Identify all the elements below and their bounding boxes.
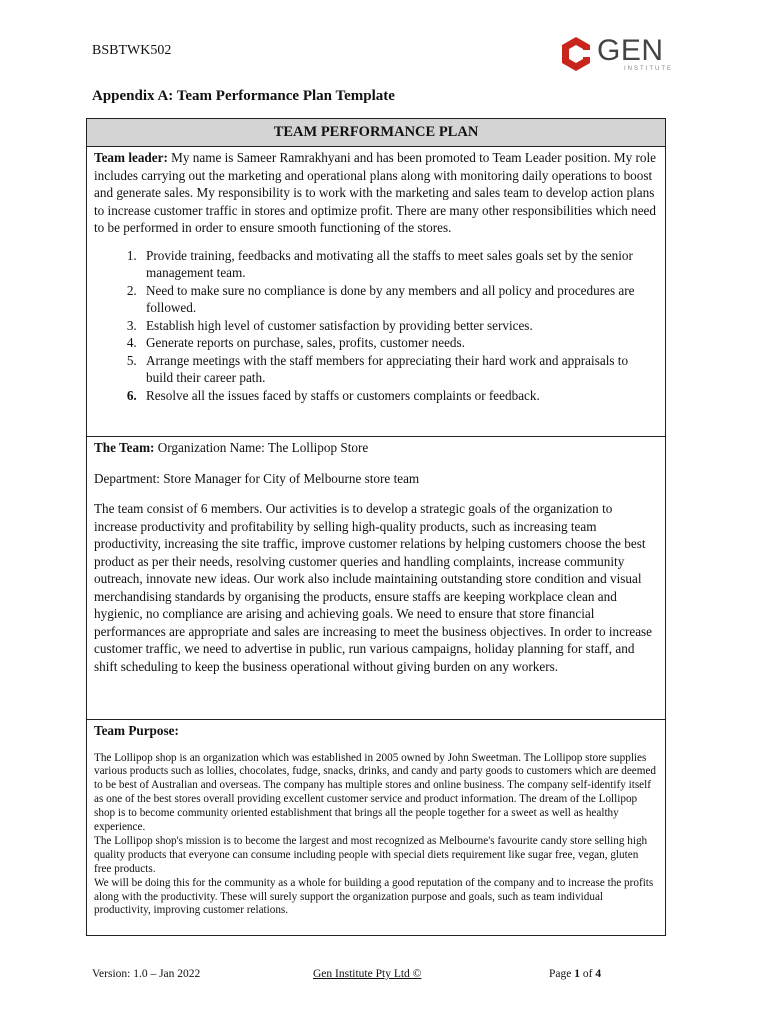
purpose-paragraph-1: The Lollipop shop is an organization which was established in 2005 owned by John Sweetman. The Lollipop store supplies various products such as lollies, chocolates, fudge, snacks, drinks, and candy and party goods to customers which are deemed to be best of Australian and overseas. The company has multiple stores and online business. The company self-identify itself as one of the best stores overall providing excellent customer service and product information. The dream of the Lollipop shop is to become community oriented establishment that brings all the people together for a sweet as well as healthy experience. [94, 751, 657, 834]
list-item: 5. Arrange meetings with the staff members for appreciating their hard work and appraisals to build their career path. [140, 352, 658, 387]
team-purpose-section [87, 720, 665, 935]
page-total: 4 [595, 968, 602, 980]
team-org-line [94, 439, 658, 457]
organization-name: Organization Name: The Lollipop Store [154, 440, 369, 455]
logo-subtitle: INSTITUTE [624, 66, 673, 72]
team-purpose-label: Team Purpose: [94, 723, 179, 738]
team-leader-label: Team leader: [94, 150, 168, 165]
the-team-label: The Team: [94, 440, 155, 455]
team-leader-text: My name is Sameer Ramrakhyani and has been promoted to Team Leader position. My role includes carrying out the marketing and operational plans along with monitoring daily operations to boost and generate sales. My responsibility is to work with the marketing and sales team to develop action plans to increase customer traffic in stores and optimize profit. There are many other responsibilities which need to be performed in order to ensure smooth functioning of the stores. [94, 150, 656, 235]
team-description: The team consist of 6 members. Our activities is to develop a strategic goals of the organization to increase productivity and profitability by selling high-quality products, such as increasing team productivity, increasing the site traffic, improve customer relations by helping customers choose the best product as per their needs, resolving customer queries and handling complaints, increase community outreach, innovate new ideas. Our work also include maintaining outstanding store condition and visual merchandising standards by organising the products, ensure staffs are keeping workplace clean and hygienic, no compliance are arising and achieving goals. We need to ensure that store financial performances are appropriate and sales are increasing to meet the business objectives. In order to increase customer traffic, we need to advertise in public, run various campaigns, holiday planning for staff, and shift scheduling to keep the business operational without giving burden on any workers. [94, 501, 653, 674]
list-item: 2. Need to make sure no compliance is done by any members and all policy and procedures are followed. [140, 282, 658, 317]
team-performance-plan-table [86, 118, 666, 936]
hexagon-logo-icon [560, 36, 592, 72]
purpose-paragraph-3: We will be doing this for the community as a whole for building a good reputation of the company and to increase the profits along with the productivity. These will surely support the organization purpose and goals, such as team individual productivity, improving customer relations. [94, 876, 654, 917]
page-prefix: Page [549, 968, 575, 980]
document-code: BSBTWK502 [92, 43, 172, 58]
list-item: 3. Establish high level of customer satisfaction by providing better services. [140, 317, 658, 335]
the-team-section [87, 437, 665, 720]
list-item: 4. Generate reports on purchase, sales, profits, customer needs. [140, 334, 658, 352]
footer-company: Gen Institute Pty Ltd © [313, 968, 422, 980]
logo-wordmark: GEN [597, 34, 664, 67]
gen-institute-logo [560, 34, 672, 76]
appendix-title: Appendix A: Team Performance Plan Template [92, 88, 395, 104]
team-leader-paragraph [94, 149, 658, 237]
list-item: 6. Resolve all the issues faced by staffs or customers complaints or feedback. [140, 387, 658, 405]
page-of: of [579, 968, 596, 980]
footer-version: Version: 1.0 – Jan 2022 [92, 968, 201, 980]
purpose-paragraph-2: The Lollipop shop's mission is to become the largest and most recognized as Melbourne's favourite candy store selling high quality products that everyone can consume including people with special diets requirement like sugar free, vegan, gluten free products. [94, 834, 648, 875]
department-line: Department: Store Manager for City of Melbourne store team [94, 470, 420, 486]
responsibilities-list [94, 247, 658, 405]
list-item: 1. Provide training, feedbacks and motivating all the staffs to meet sales goals set by the senior management team. [140, 247, 658, 282]
plan-heading: TEAM PERFORMANCE PLAN [87, 119, 665, 147]
footer-page-number [549, 968, 601, 980]
team-leader-section [87, 147, 665, 437]
page-current: 1 [574, 968, 580, 980]
